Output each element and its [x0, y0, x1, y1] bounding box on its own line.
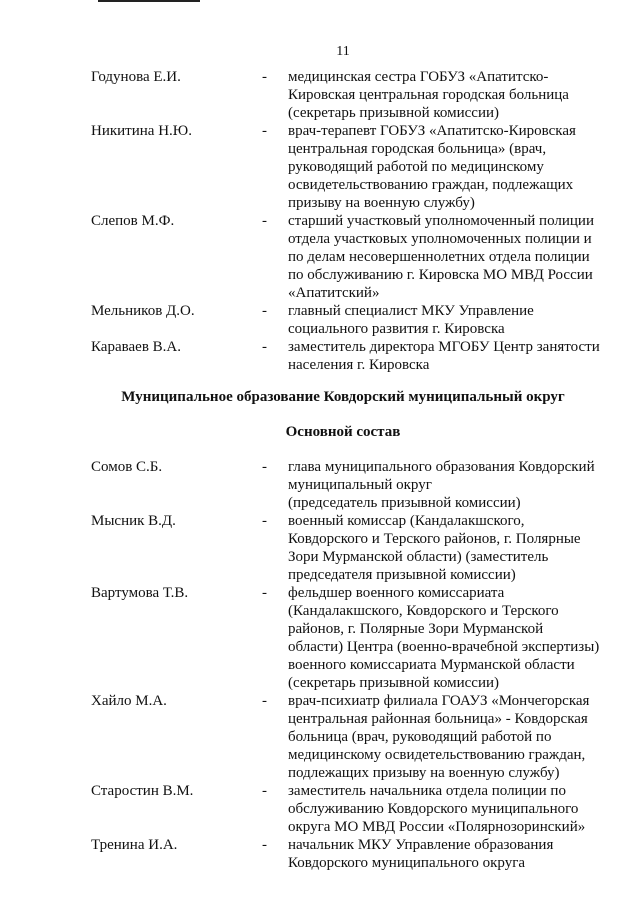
- member-row: [0, 512, 640, 584]
- page-number: 11: [336, 44, 350, 59]
- member-row: [0, 458, 640, 512]
- member-row: [0, 122, 640, 212]
- member-role-line: старший участковый уполномоченный полиции: [288, 213, 594, 229]
- member-name: Слепов М.Ф.: [91, 213, 175, 229]
- member-name: Годунова Е.И.: [91, 69, 181, 85]
- member-name: Никитина Н.Ю.: [91, 123, 192, 139]
- dash-separator: -: [262, 585, 267, 601]
- member-role-line: освидетельствованию граждан, подлежащих: [288, 177, 574, 193]
- member-role-line: (секретарь призывной комиссии): [288, 675, 499, 691]
- member-role-line: муниципальный округ: [288, 477, 432, 493]
- kovdor-member-list: [0, 458, 640, 872]
- member-name: Старостин В.М.: [91, 783, 194, 799]
- dash-separator: -: [262, 339, 267, 355]
- member-row: [0, 302, 640, 338]
- member-role-line: по обслуживанию г. Кировска МО МВД России: [288, 267, 593, 283]
- member-role-line: заместитель директора МГОБУ Центр занятости: [288, 339, 600, 355]
- member-name: Мельников Д.О.: [91, 303, 195, 319]
- member-role: [288, 836, 610, 872]
- dash-separator: -: [262, 303, 267, 319]
- member-name: Сомов С.Б.: [91, 459, 163, 475]
- member-role-line: центральная городская больница» (врач,: [288, 141, 547, 157]
- member-row: [0, 212, 640, 302]
- member-row: [0, 338, 640, 374]
- member-role-line: (председатель призывной комиссии): [288, 495, 521, 511]
- member-role: [288, 458, 610, 512]
- member-role-line: военный комиссар (Кандалакшского,: [288, 513, 525, 529]
- member-role-line: Ковдорского муниципального округа: [288, 855, 526, 871]
- member-name: Мысник В.Д.: [91, 513, 176, 529]
- top-rule: [98, 0, 200, 2]
- member-role-line: заместитель начальника отдела полиции по: [288, 783, 566, 799]
- member-row: [0, 68, 640, 122]
- member-role-line: центральная районная больница» - Ковдорская: [288, 711, 588, 727]
- member-role-line: больница (врач, руководящий работой по: [288, 729, 552, 745]
- member-role: [288, 584, 610, 692]
- member-role: [288, 338, 610, 374]
- member-name: Хайло М.А.: [91, 693, 167, 709]
- member-role-line: (секретарь призывной комиссии): [288, 105, 499, 121]
- dash-separator: -: [262, 513, 267, 529]
- member-role-line: призыву на военную службу): [288, 195, 475, 211]
- section-heading: Муниципальное образование Ковдорский муниципальный округ: [121, 389, 565, 405]
- member-role-line: подлежащих призыву на военную службу): [288, 765, 560, 781]
- dash-separator: -: [262, 69, 267, 85]
- member-role-line: отдела участковых уполномоченных полиции и: [288, 231, 592, 247]
- member-name: Тренина И.А.: [91, 837, 178, 853]
- dash-separator: -: [262, 213, 267, 229]
- member-role-line: (Кандалакшского, Ковдорского и Терского: [288, 603, 559, 619]
- member-role-line: врач-психиатр филиала ГОАУЗ «Мончегорская: [288, 693, 590, 709]
- member-role-line: обслуживанию Ковдорского муниципального: [288, 801, 579, 817]
- member-role-line: Зори Мурманской области) (заместитель: [288, 549, 549, 565]
- apatity-member-list: [0, 68, 640, 374]
- member-role-line: военного комиссариата Мурманской области: [288, 657, 575, 673]
- member-role: [288, 68, 610, 122]
- member-role: [288, 782, 610, 836]
- member-role: [288, 512, 610, 584]
- member-role: [288, 212, 610, 302]
- member-role-line: области) Центра (военно-врачебной экспертизы): [288, 639, 600, 655]
- member-role-line: медицинская сестра ГОБУЗ «Апатитско-: [288, 69, 549, 85]
- member-role-line: «Апатитский»: [288, 285, 380, 301]
- subsection-heading: Основной состав: [285, 424, 401, 440]
- dash-separator: -: [262, 693, 267, 709]
- member-role-line: медицинскому освидетельствованию граждан,: [288, 747, 586, 763]
- dash-separator: -: [262, 783, 267, 799]
- dash-separator: -: [262, 459, 267, 475]
- member-row: [0, 584, 640, 692]
- member-row: [0, 836, 640, 872]
- member-row: [0, 692, 640, 782]
- member-role-line: районов, г. Полярные Зори Мурманской: [288, 621, 544, 637]
- member-role-line: руководящий работой по медицинскому: [288, 159, 544, 175]
- member-role-line: глава муниципального образования Ковдорский: [288, 459, 595, 475]
- member-role-line: населения г. Кировска: [288, 357, 430, 373]
- dash-separator: -: [262, 837, 267, 853]
- member-role-line: социального развития г. Кировска: [288, 321, 505, 337]
- member-role-line: начальник МКУ Управление образования: [288, 837, 554, 853]
- member-role-line: по делам несовершеннолетних отдела полиции: [288, 249, 590, 265]
- member-name: Вартумова Т.В.: [91, 585, 189, 601]
- member-role-line: фельдшер военного комиссариата: [288, 585, 505, 601]
- member-role-line: округа МО МВД России «Полярнозоринский»: [288, 819, 586, 835]
- member-role: [288, 692, 610, 782]
- member-role: [288, 302, 610, 338]
- member-name: Караваев В.А.: [91, 339, 181, 355]
- member-role: [288, 122, 610, 212]
- dash-separator: -: [262, 123, 267, 139]
- member-row: [0, 782, 640, 836]
- member-role-line: Ковдорского и Терского районов, г. Полярные: [288, 531, 581, 547]
- member-role-line: Кировская центральная городская больница: [288, 87, 569, 103]
- member-role-line: председателя призывной комиссии): [288, 567, 516, 583]
- member-role-line: врач-терапевт ГОБУЗ «Апатитско-Кировская: [288, 123, 576, 139]
- member-role-line: главный специалист МКУ Управление: [288, 303, 534, 319]
